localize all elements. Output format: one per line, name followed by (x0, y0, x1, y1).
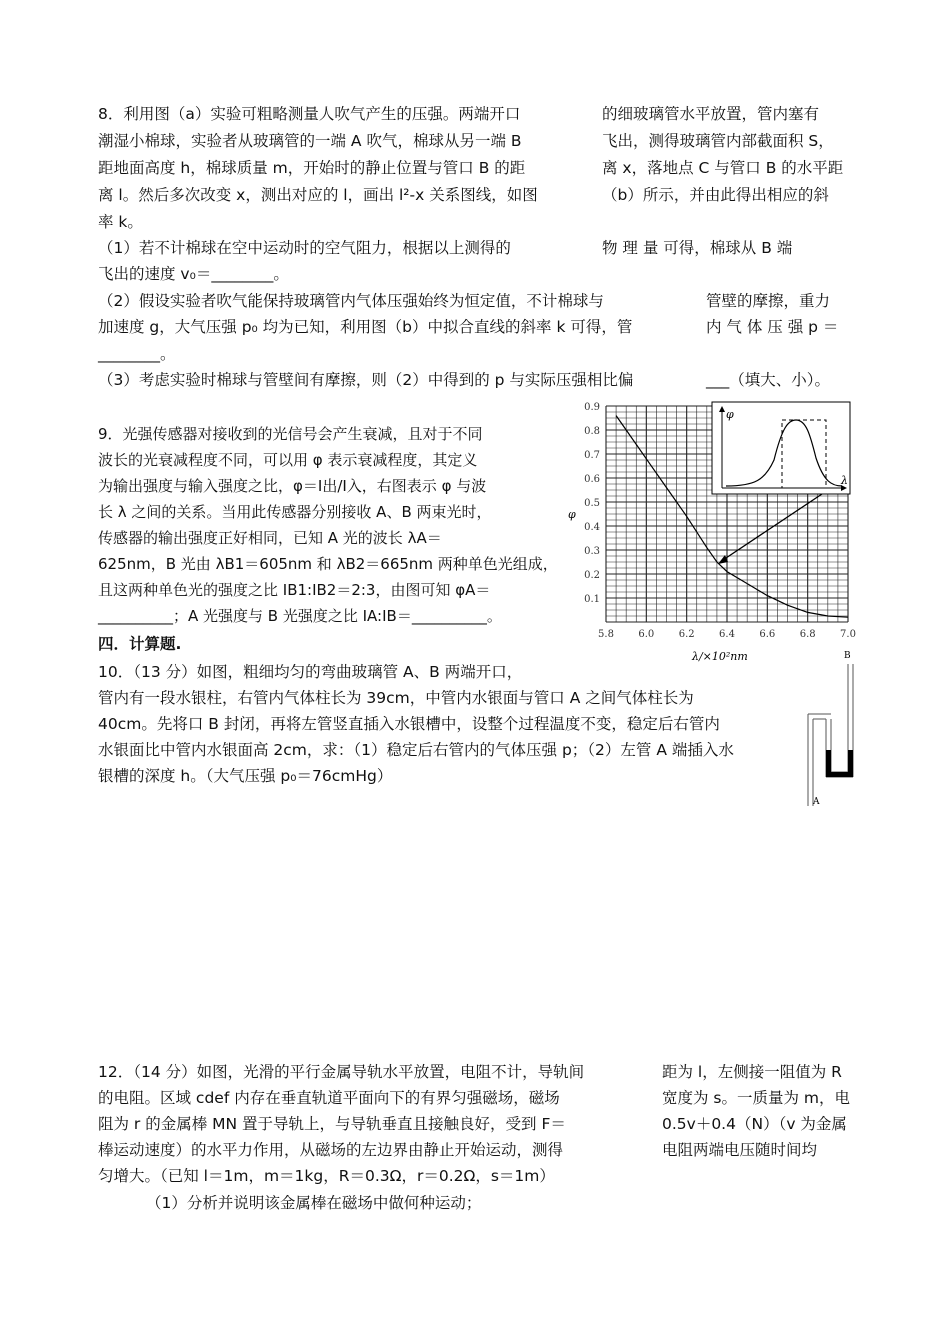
q8-left-line-4: 离 l。然后多次改变 x，测出对应的 l，画出 l²-x 关系图线，如图 (98, 186, 538, 204)
chart-xlabel: λ/×10²nm (692, 650, 748, 663)
q9-line-4: 长 λ 之间的关系。当用此传感器分别接收 A、B 两束光时， (98, 503, 492, 521)
q12-sub-question-1: （1）分析并说明该金属棒在磁场中做何种运动； (146, 1194, 482, 1212)
q8-part2-answer: ________。 (98, 345, 176, 363)
q8-part3-right: ___（填大、小）。 (706, 371, 831, 389)
x-tick-label: 6.8 (799, 629, 816, 640)
q12-right-line-3: 0.5v＋0.4（N）（v 为金属 (662, 1115, 847, 1133)
tube-label-A: A (813, 797, 820, 807)
y-tick-label: 0.3 (584, 546, 600, 557)
y-tick-label: 0.2 (584, 570, 600, 581)
x-tick-label: 7.0 (840, 629, 856, 640)
y-tick-label: 0.5 (584, 498, 600, 509)
q12-right-line-1: 距为 l，左侧接一阻值为 R (662, 1063, 842, 1081)
q12-left-line-4: 棒运动速度）的水平力作用，从磁场的左边界由静止开始运动，测得 (98, 1141, 564, 1159)
attenuation-chart (560, 398, 860, 664)
x-tick-label: 6.0 (638, 629, 655, 640)
q12-right-line-2: 宽度为 s。一质量为 m，电 (662, 1089, 851, 1107)
chart-ylabel: φ (568, 508, 576, 521)
q8-left-line-5: 率 k。 (98, 213, 143, 231)
chart-x-ticks (598, 629, 856, 640)
q9-line-2: 波长的光衰减程度不同，可以用 φ 表示衰减程度，其定义 (98, 451, 478, 469)
q9-line-8: __________；A 光强度与 B 光强度之比 IA:IB＝__________。 (98, 607, 502, 625)
q8-part3-left: （3）考虑实验时棉球与管壁间有摩擦，则（2）中得到的 p 与实际压强相比偏 (98, 371, 634, 389)
q12-left-line-3: 阻为 r 的金属棒 MN 置于导轨上，与导轨垂直且接触良好，受到 F＝ (98, 1115, 566, 1133)
q8-part1-left: （1）若不计棉球在空中运动时的空气阻力，根据以上测得的 (98, 239, 511, 257)
q8-right-line-3: 离 x，落地点 C 与管口 B 的水平距 (602, 159, 844, 177)
q10-line-2: 管内有一段水银柱，右管内气体柱长为 39cm，中管内水银面与管口 A 之间气体柱长为 (98, 689, 694, 707)
inset-plot (712, 402, 850, 494)
q8-part2-left: （2）假设实验者吹气能保持玻璃管内气体压强始终为恒定值，不计棉球与 (98, 292, 604, 310)
q8-right-line-4: （b）所示，并由此得出相应的斜 (602, 186, 829, 204)
q12-left-line-2: 的电阻。区域 cdef 内存在垂直轨道平面向下的有界匀强磁场，磁场 (98, 1089, 560, 1107)
q8-part2-line2-left: 加速度 g，大气压强 p₀ 均为已知，利用图（b）中拟合直线的斜率 k 可得，管 (98, 318, 633, 336)
x-tick-label: 5.8 (598, 629, 614, 640)
q10-line-1: 10．（13 分）如图，粗细均匀的弯曲玻璃管 A、B 两端开口， (98, 663, 523, 681)
y-tick-label: 0.7 (584, 450, 600, 461)
y-tick-label: 0.6 (584, 474, 600, 485)
x-tick-label: 6.4 (719, 629, 735, 640)
y-tick-label: 0.9 (584, 402, 600, 413)
q12-left-line-5: 匀增大。（已知 l＝1m，m＝1kg，R＝0.3Ω，r＝0.2Ω，s＝1m） (98, 1167, 555, 1185)
chart-y-ticks (584, 402, 600, 605)
y-tick-label: 0.4 (584, 522, 600, 533)
tube-figure (800, 646, 864, 812)
q8-left-line-3: 距地面高度 h，棉球质量 m，开始时的静止位置与管口 B 的距 (98, 159, 526, 177)
q9-line-3: 为输出强度与输入强度之比，φ＝I出/I入，右图表示 φ 与波 (98, 477, 487, 495)
q9-line-1: 9．光强传感器对接收到的光信号会产生衰减，且对于不同 (98, 425, 483, 443)
q9-line-5: 传感器的输出强度正好相同，已知 A 光的波长 λA＝ (98, 529, 442, 547)
inset-xlabel: λ (841, 474, 848, 487)
q8-part2-right: 管壁的摩擦，重力 (706, 292, 831, 310)
q12-right-line-4: 电阻两端电压随时间均 (662, 1141, 818, 1159)
q12-left-line-1: 12．（14 分）如图，光滑的平行金属导轨水平放置，电阻不计，导轨间 (98, 1063, 585, 1081)
q10-line-4: 水银面比中管内水银面高 2cm，求：（1）稳定后右管内的气体压强 p；（2）左管 A 端插入水 (98, 741, 734, 759)
y-tick-label: 0.1 (584, 594, 600, 605)
x-tick-label: 6.6 (759, 629, 776, 640)
q8-part1-answer: 飞出的速度 v₀＝________。 (98, 265, 289, 283)
q10-line-3: 40cm。先将口 B 封闭，再将左管竖直插入水银槽中，设整个过程温度不变，稳定后右管内 (98, 715, 720, 733)
q8-left-line-1: 8．利用图（a）实验可粗略测量人吹气产生的压强。两端开口 (98, 105, 521, 123)
q9-line-6: 625nm，B 光由 λB1＝605nm 和 λB2＝665nm 两种单色光组成， (98, 555, 558, 573)
x-tick-label: 6.2 (678, 629, 695, 640)
y-tick-label: 0.8 (584, 426, 600, 437)
q8-right-line-1: 的细玻璃管水平放置，管内塞有 (602, 105, 820, 123)
q10-line-5: 银槽的深度 h。（大气压强 p₀＝76cmHg） (98, 767, 393, 785)
section-4-title: 四．计算题. (98, 635, 182, 653)
q9-line-7: 且这两种单色光的强度之比 IB1:IB2＝2:3，由图可知 φA＝ (98, 581, 491, 599)
q8-part2-line2-right: 内 气 体 压 强 p ＝ (706, 318, 839, 336)
q8-part1-right: 物 理 量 可得，棉球从 B 端 (602, 239, 793, 257)
q8-left-line-2: 潮湿小棉球，实验者从玻璃管的一端 A 吹气，棉球从另一端 B (98, 132, 522, 150)
inset-ylabel: φ (726, 408, 734, 421)
tube-label-B: B (844, 651, 851, 661)
q8-right-line-2: 飞出，测得玻璃管内部截面积 S， (602, 132, 834, 150)
